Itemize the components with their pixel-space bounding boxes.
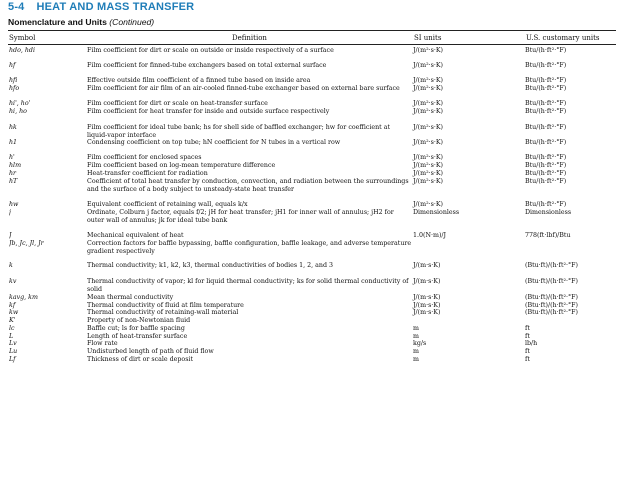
symbol-cell: Lv [9, 340, 17, 347]
us-units-cell: (Btu·ft)/(h·ft²·°F) [525, 309, 578, 316]
definition-cell: Thermal conductivity; k1, k2, k3, thermal conductivities of bodies 1, 2, and 3 [87, 262, 334, 269]
si-units-cell: J/(m²·s·K) [413, 124, 443, 131]
symbol-cell: hf [9, 62, 16, 69]
definition-cell: Thermal conductivity of fluid at film temperature [87, 302, 244, 309]
symbol-cell: J [9, 232, 12, 239]
us-units-cell: Btu/(h·ft²·°F) [525, 62, 567, 69]
definition-cell: Ordinate, Colburn j factor, equals f/2; jH for heat transfer; jH1 for inner wall of annulus; jH2 for outer wall of annulus; jk for ideal tube bank [87, 209, 394, 224]
si-units-cell: m [413, 356, 419, 363]
definition-cell: Film coefficient for finned-tube exchangers based on total external surface [87, 62, 327, 69]
symbol-cell: lc [9, 325, 15, 332]
si-units-cell: J/(m·s·K) [413, 262, 441, 269]
symbol-cell: L [9, 333, 14, 340]
symbol-cell: Jb, Jc, Jl, Jr [9, 240, 44, 247]
table-title [8, 17, 154, 27]
us-units-cell: (Btu·ft)/(h·ft²·°F) [525, 278, 578, 285]
us-units-cell: ft [525, 356, 530, 363]
si-units-cell: Dimensionless [413, 209, 460, 216]
si-units-cell: m [413, 348, 419, 355]
symbol-cell: kavg, km [9, 294, 38, 301]
symbol-cell: j [9, 209, 11, 216]
definition-cell: Length of heat-transfer surface [87, 333, 188, 340]
symbol-cell: kv [9, 278, 17, 285]
definition-cell: Film coefficient for heat transfer for inside and outside surface respectively [87, 108, 330, 115]
si-units-cell: J/(m²·s·K) [413, 100, 443, 107]
us-units-cell: Btu/(h·ft²·°F) [525, 77, 567, 84]
symbol-cell: hi, ho [9, 108, 27, 115]
top-rule [8, 30, 616, 31]
header-rule [8, 44, 616, 45]
si-units-cell: J/(m·s·K) [413, 278, 441, 285]
si-units-cell: kg/s [413, 340, 427, 347]
col-symbol: Symbol [9, 34, 36, 42]
definition-cell: Film coefficient for enclosed spaces [87, 154, 202, 161]
us-units-cell: Btu/(h·ft²·°F) [525, 139, 567, 146]
symbol-cell: Lf [9, 356, 16, 363]
symbol-cell: hdo, hdi [9, 47, 35, 54]
si-units-cell: J/(m²·s·K) [413, 85, 443, 92]
symbol-cell: Lu [9, 348, 18, 355]
symbol-cell: hlm [9, 162, 22, 169]
si-units-cell: J/(m·s·K) [413, 309, 441, 316]
us-units-cell: Btu/(h·ft²·°F) [525, 178, 567, 185]
si-units-cell: J/(m·s·K) [413, 302, 441, 309]
us-units-cell: Btu/(h·ft²·°F) [525, 100, 567, 107]
si-units-cell: m [413, 325, 419, 332]
definition-cell: Condensing coefficient on top tube; hN coefficient for N tubes in a vertical row [87, 139, 341, 146]
symbol-cell: k [9, 262, 13, 269]
definition-cell: Film coefficient for ideal tube bank; hs for shell side of baffled exchanger; hw for coefficient at liquid-vapor interface [87, 124, 390, 139]
si-units-cell: J/(m²·s·K) [413, 139, 443, 146]
symbol-cell: h1 [9, 139, 18, 146]
us-units-cell: 778(ft·lbf)/Btu [525, 232, 571, 239]
us-units-cell: Dimensionless [525, 209, 572, 216]
table-title-suffix: (Continued) [109, 17, 155, 27]
us-units-cell: ft [525, 333, 530, 340]
definition-cell: Correction factors for baffle bypassing, baffle configuration, baffle leakage, and adverse temperature gradient respectively [87, 240, 412, 255]
definition-cell: Heat-transfer coefficient for radiation [87, 170, 208, 177]
si-units-cell: J/(m²·s·K) [413, 154, 443, 161]
col-definition: Definition [232, 34, 267, 42]
definition-cell: Film coefficient for air film of an air-cooled finned-tube exchanger based on external bare surface [87, 85, 400, 92]
definition-cell: Film coefficient for dirt or scale on heat-transfer surface [87, 100, 268, 107]
definition-cell: Effective outside film coefficient of a finned tube based on inside area [87, 77, 311, 84]
si-units-cell: J/(m²·s·K) [413, 108, 443, 115]
page-header [8, 1, 194, 13]
definition-cell: Film coefficient for dirt or scale on outside or inside respectively of a surface [87, 47, 334, 54]
us-units-cell: Btu/(h·ft²·°F) [525, 108, 567, 115]
si-units-cell: J/(m²·s·K) [413, 178, 443, 185]
si-units-cell: J/(m²·s·K) [413, 77, 443, 84]
col-us: U.S. customary units [526, 34, 600, 42]
symbol-cell: h' [9, 154, 15, 161]
definition-cell: Film coefficient based on log-mean temperature difference [87, 162, 276, 169]
definition-cell: Mean thermal conductivity [87, 294, 174, 301]
definition-cell: Equivalent coefficient of retaining wall, equals k/x [87, 201, 248, 208]
symbol-cell: hw [9, 201, 19, 208]
definition-cell: Thickness of dirt or scale deposit [87, 356, 193, 363]
section-number: 5-4 [8, 1, 25, 13]
si-units-cell: J/(m²·s·K) [413, 162, 443, 169]
us-units-cell: Btu/(h·ft²·°F) [525, 162, 567, 169]
us-units-cell: Btu/(h·ft²·°F) [525, 201, 567, 208]
symbol-cell: hi', ho' [9, 100, 31, 107]
symbol-cell: hfi [9, 77, 18, 84]
definition-cell: Coefficient of total heat transfer by conduction, convection, and radiation between the surroundings and the surface of a body subject to unsteady-state heat transfer [87, 178, 409, 193]
symbol-cell: hfo [9, 85, 20, 92]
si-units-cell: 1.0(N·m)/J [413, 232, 447, 239]
chapter-title: HEAT AND MASS TRANSFER [36, 1, 195, 13]
us-units-cell: (Btu·ft)/(h·ft²·°F) [525, 302, 578, 309]
si-units-cell: J/(m²·s·K) [413, 47, 443, 54]
us-units-cell: Btu/(h·ft²·°F) [525, 85, 567, 92]
definition-cell: Thermal conductivity of vapor; kl for liquid thermal conductivity; ks for solid thermal conductivity of solid [87, 278, 409, 293]
symbol-cell: hk [9, 124, 17, 131]
us-units-cell: Btu/(h·ft²·°F) [525, 170, 567, 177]
si-units-cell: J/(m²·s·K) [413, 62, 443, 69]
si-units-cell: J/(m²·s·K) [413, 201, 443, 208]
definition-cell: Property of non-Newtonian fluid [87, 317, 191, 324]
si-units-cell: J/(m²·s·K) [413, 170, 443, 177]
us-units-cell: (Btu·ft)/(h·ft²·°F) [525, 262, 578, 269]
symbol-cell: kf [9, 302, 16, 309]
us-units-cell: Btu/(h·ft²·°F) [525, 154, 567, 161]
definition-cell: Thermal conductivity of retaining-wall material [87, 309, 239, 316]
si-units-cell: J/(m·s·K) [413, 294, 441, 301]
us-units-cell: Btu/(h·ft²·°F) [525, 47, 567, 54]
symbol-cell: hT [9, 178, 18, 185]
definition-cell: Undisturbed length of path of fluid flow [87, 348, 214, 355]
us-units-cell: ft [525, 348, 530, 355]
definition-cell: Baffle cut; ls for baffle spacing [87, 325, 185, 332]
table-title-main: Nomenclature and Units [8, 17, 107, 27]
symbol-cell: kw [9, 309, 19, 316]
definition-cell: Flow rate [87, 340, 118, 347]
us-units-cell: ft [525, 325, 530, 332]
symbol-cell: K' [9, 317, 16, 324]
col-si: SI units [414, 34, 442, 42]
si-units-cell: m [413, 333, 419, 340]
us-units-cell: (Btu·ft)/(h·ft²·°F) [525, 294, 578, 301]
definition-cell: Mechanical equivalent of heat [87, 232, 184, 239]
us-units-cell: Btu/(h·ft²·°F) [525, 124, 567, 131]
us-units-cell: lb/h [525, 340, 538, 347]
symbol-cell: hr [9, 170, 17, 177]
